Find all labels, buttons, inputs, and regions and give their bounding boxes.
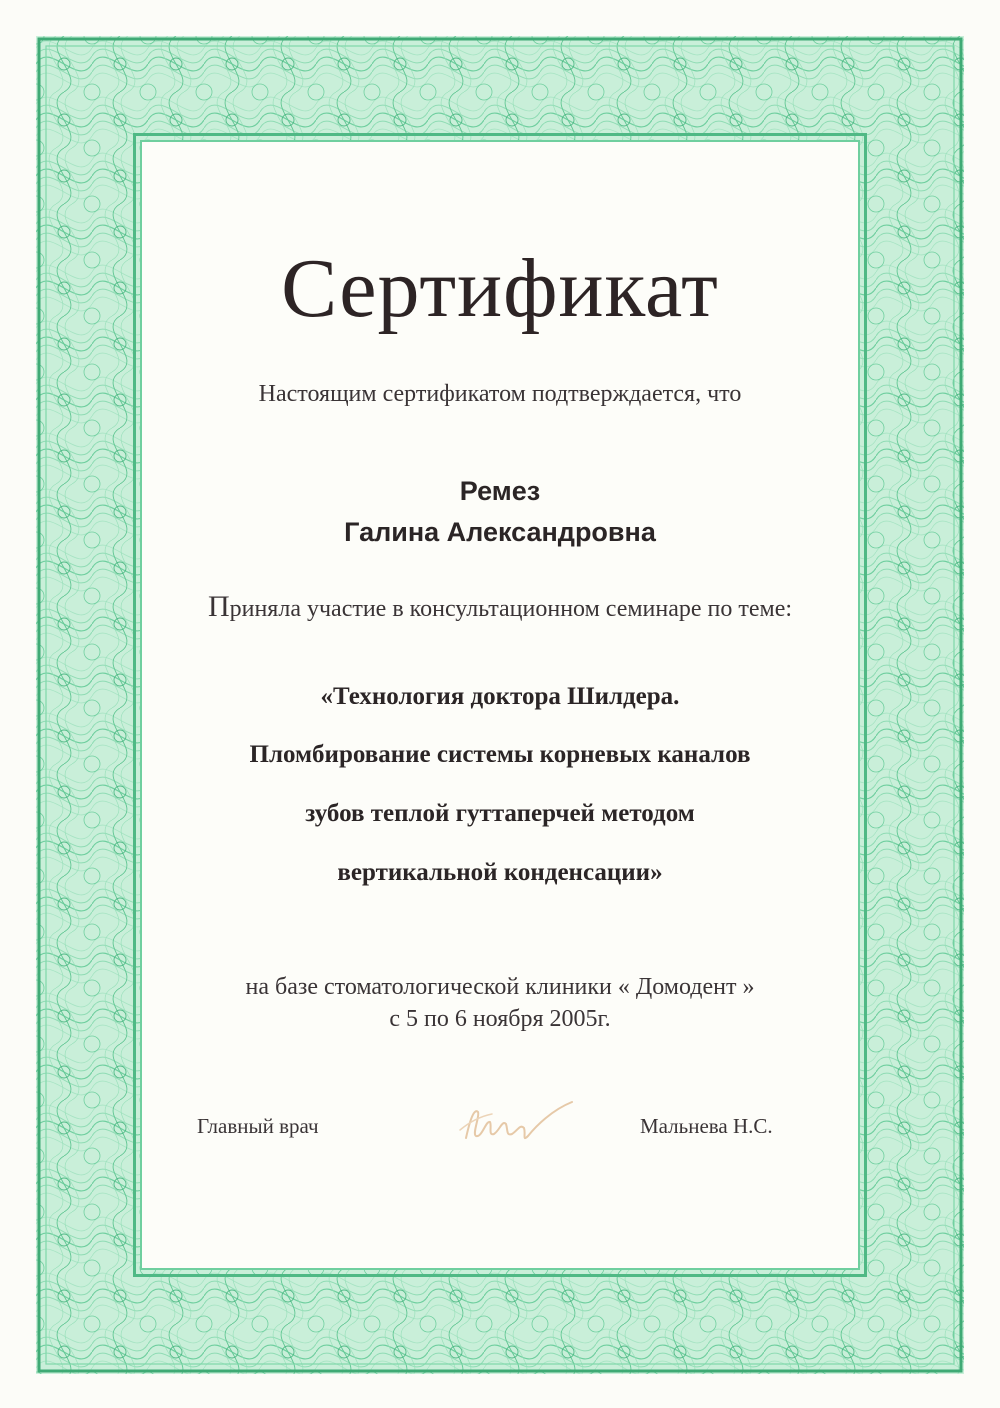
topic-line-2: Пломбирование системы корневых каналов (249, 741, 751, 768)
dates-text: с 5 по 6 ноября 2005г. (389, 1006, 611, 1032)
topic-line-3: зубов теплой гуттаперчей методом (305, 800, 695, 827)
signatory-role: Главный врач (197, 1114, 319, 1138)
recipient-given-names: Галина Александровна (344, 517, 656, 547)
participation-initial: П (207, 590, 230, 623)
recipient-surname: Ремез (459, 476, 541, 506)
participation-text (0, 590, 1000, 624)
confirmation-text: Настоящим сертификатом подтверждается, что (258, 381, 742, 407)
certificate-title: Сертификат (281, 242, 719, 335)
signatory-name: Мальнева Н.С. (640, 1114, 773, 1138)
venue-text: на базе стоматологической клиники « Домодент » (245, 974, 755, 1000)
participation-rest: риняла участие в консультационном семинаре по теме: (229, 596, 793, 622)
topic-line-1: «Технология доктора Шилдера. (320, 683, 680, 710)
signature-mark (452, 1090, 582, 1150)
topic-line-4: вертикальной конденсации» (337, 859, 663, 886)
